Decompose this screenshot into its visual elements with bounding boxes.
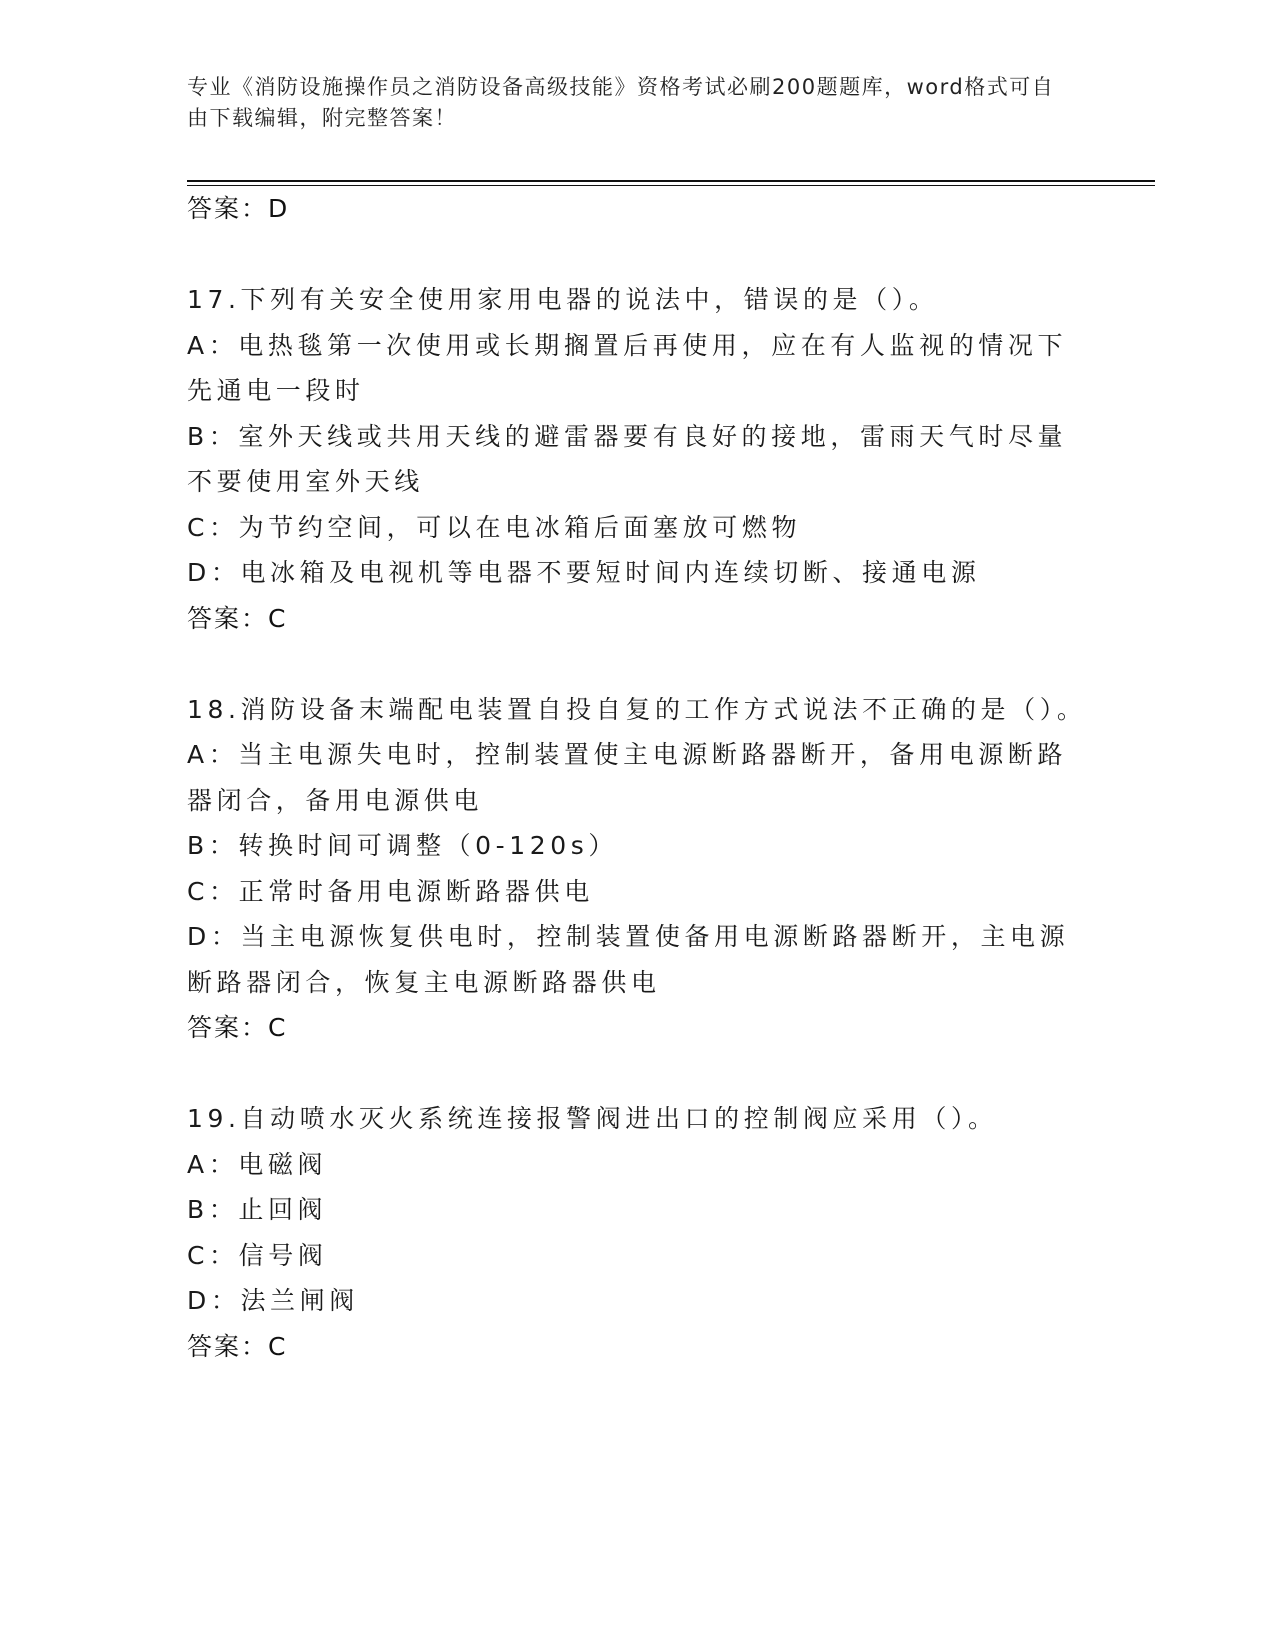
option-a: A：当主电源失电时，控制装置使主电源断路器断开，备用电源断路器闭合，备用电源供电 xyxy=(187,740,1068,815)
previous-answer: 答案：D xyxy=(187,194,290,223)
question-stem: 17.下列有关安全使用家用电器的说法中，错误的是（）。 xyxy=(187,285,939,314)
option-c: C：为节约空间，可以在电冰箱后面塞放可燃物 xyxy=(187,512,802,542)
option-b: B：止回阀 xyxy=(187,1195,328,1224)
option-b: B：转换时间可调整（0-120s） xyxy=(187,831,619,860)
question-answer: 答案：C xyxy=(187,1013,288,1042)
question-stem: 18.消防设备末端配电装置自投自复的工作方式说法不正确的是（）。 xyxy=(187,694,1087,724)
question-19 xyxy=(187,1096,1087,1369)
header-divider xyxy=(187,180,1155,182)
option-d: D：当主电源恢复供电时，控制装置使备用电源断路器断开，主电源断路器闭合，恢复主电源断路器供电 xyxy=(187,922,1070,997)
option-a: A：电磁阀 xyxy=(187,1149,328,1179)
document-header: 专业《消防设施操作员之消防设备高级技能》资格考试必刷200题题库，word格式可自由下载编辑，附完整答案！ xyxy=(187,75,1055,130)
option-d: D：法兰闸阀 xyxy=(187,1286,359,1315)
spacer xyxy=(187,1051,1087,1097)
question-stem: 19.自动喷水灭火系统连接报警阀进出口的控制阀应采用（）。 xyxy=(187,1104,998,1133)
option-b: B：室外天线或共用天线的避雷器要有良好的接地，雷雨天气时尽量不要使用室外天线 xyxy=(187,421,1068,496)
option-c: C：正常时备用电源断路器供电 xyxy=(187,876,594,906)
question-answer: 答案：C xyxy=(187,1331,288,1361)
question-answer: 答案：C xyxy=(187,603,288,633)
option-d: D：电冰箱及电视机等电器不要短时间内连续切断、接通电源 xyxy=(187,558,981,587)
option-a: A：电热毯第一次使用或长期搁置后再使用，应在有人监视的情况下先通电一段时 xyxy=(187,330,1068,405)
spacer xyxy=(187,232,1087,278)
option-c: C：信号阀 xyxy=(187,1240,328,1270)
question-content xyxy=(187,186,1087,1369)
question-18 xyxy=(187,687,1087,1051)
question-17 xyxy=(187,277,1087,641)
spacer xyxy=(187,641,1087,687)
